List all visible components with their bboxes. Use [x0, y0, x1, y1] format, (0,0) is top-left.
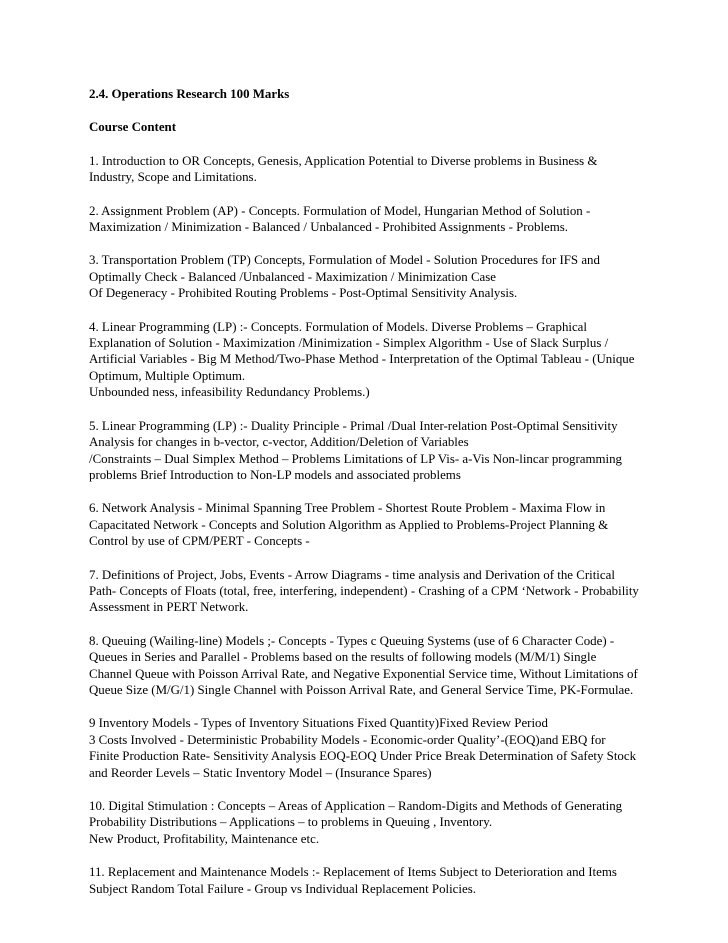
course-section-6: [89, 500, 689, 549]
section-line: Path- Concepts of Floats (total, free, interfering, independent) - Crashing of a CPM ‘Network - Probability: [89, 583, 639, 598]
section-line: /Constraints – Dual Simplex Method – Problems Limitations of LP Vis- a-Vis Non-lincar programming: [89, 451, 623, 466]
section-line: Industry, Scope and Limitations.: [89, 170, 257, 185]
section-line: 5. Linear Programming (LP) :- Duality Principle - Primal /Dual Inter-relation Post-Optimal Sensitivity: [89, 418, 618, 433]
section-line: Unbounded ness, infeasibility Redundancy Problems.): [89, 385, 370, 400]
section-line: Analysis for changes in b-vector, c-vector, Addition/Deletion of Variables: [89, 435, 469, 450]
section-line: Channel Queue with Poisson Arrival Rate, and Negative Exponential Service time, Without Limitations of: [89, 666, 638, 681]
section-line: Explanation of Solution - Maximization /Minimization - Simplex Algorithm - Use of Slack Surplus /: [89, 336, 609, 351]
document-page: [89, 86, 689, 897]
course-section-9: [89, 715, 689, 781]
course-section-4: [89, 319, 689, 401]
section-line: Control by use of CPM/PERT - Concepts -: [89, 534, 310, 549]
course-content-heading: Course Content: [89, 120, 177, 135]
document-title: 2.4. Operations Research 100 Marks: [89, 87, 290, 101]
section-line: New Product, Profitability, Maintenance etc.: [89, 831, 320, 846]
section-line: 10. Digital Stimulation : Concepts – Areas of Application – Random-Digits and Methods of Generating: [89, 799, 623, 813]
section-line: Queues in Series and Parallel - Problems based on the results of following models (M/M/1) Single: [89, 650, 597, 665]
section-line: Probability Distributions – Applications – to problems in Queuing , Inventory.: [89, 815, 493, 830]
course-section-8: [89, 633, 689, 699]
section-line: 4. Linear Programming (LP) :- Concepts. Formulation of Models. Diverse Problems – Graphical: [89, 319, 587, 334]
section-line: Artificial Variables - Big M Method/Two-Phase Method - Interpretation of the Optimal Tableau - (Unique: [89, 352, 635, 367]
section-line: Optimally Check - Balanced /Unbalanced - Maximization / Minimization Case: [89, 269, 497, 284]
course-section-11: [89, 864, 689, 897]
section-line: Subject Random Total Failure - Group vs Individual Replacement Policies.: [89, 881, 476, 896]
section-line: 9 Inventory Models - Types of Inventory Situations Fixed Quantity)Fixed Review Period: [89, 716, 548, 731]
section-line: problems Brief Introduction to Non-LP models and associated problems: [89, 467, 461, 482]
section-line: 7. Definitions of Project, Jobs, Events - Arrow Diagrams - time analysis and Derivation of the Critical: [89, 567, 615, 582]
course-section-5: [89, 418, 689, 484]
course-section-3: [89, 252, 689, 301]
section-line: 3 Costs Involved - Deterministic Probability Models - Economic-order Quality’-(EOQ)and EBQ for: [89, 732, 606, 747]
course-section-10: [89, 798, 689, 847]
section-line: 3. Transportation Problem (TP) Concepts, Formulation of Model - Solution Procedures for IFS and: [89, 253, 600, 268]
section-line: Assessment in PERT Network.: [89, 600, 249, 615]
section-line: Of Degeneracy - Prohibited Routing Problems - Post-Optimal Sensitivity Analysis.: [89, 286, 518, 301]
section-line: 8. Queuing (Wailing-line) Models ;- Concepts - Types c Queuing Systems (use of 6 Character Code) -: [89, 633, 615, 648]
course-section-2: [89, 203, 689, 236]
section-line: Capacitated Network - Concepts and Solution Algorithm as Applied to Problems-Project Planning &: [89, 517, 609, 532]
section-line: Queue Size (M/G/1) Single Channel with Poisson Arrival Rate, and General Service Time, PK-Formulae.: [89, 682, 634, 697]
section-line: 2. Assignment Problem (AP) - Concepts. Formulation of Model, Hungarian Method of Solution -: [89, 203, 591, 218]
section-line: 6. Network Analysis - Minimal Spanning Tree Problem - Shortest Route Problem - Maxima Flow in: [89, 501, 606, 516]
course-section-7: [89, 567, 689, 616]
section-line: Optimum, Multiple Optimum.: [89, 368, 246, 383]
section-line: 11. Replacement and Maintenance Models :- Replacement of Items Subject to Deterioration and Items: [89, 865, 617, 880]
section-line: Finite Production Rate- Sensitivity Analysis EOQ-EOQ Under Price Break Determination of Safety Stock: [89, 749, 637, 764]
section-line: 1. Introduction to OR Concepts, Genesis, Application Potential to Diverse problems in Business &: [89, 153, 598, 168]
course-sections: [89, 153, 689, 897]
section-line: and Reorder Levels – Static Inventory Model – (Insurance Spares): [89, 765, 432, 780]
section-line: Maximization / Minimization - Balanced / Unbalanced - Prohibited Assignments - Problems.: [89, 220, 569, 235]
course-section-1: [89, 153, 689, 186]
